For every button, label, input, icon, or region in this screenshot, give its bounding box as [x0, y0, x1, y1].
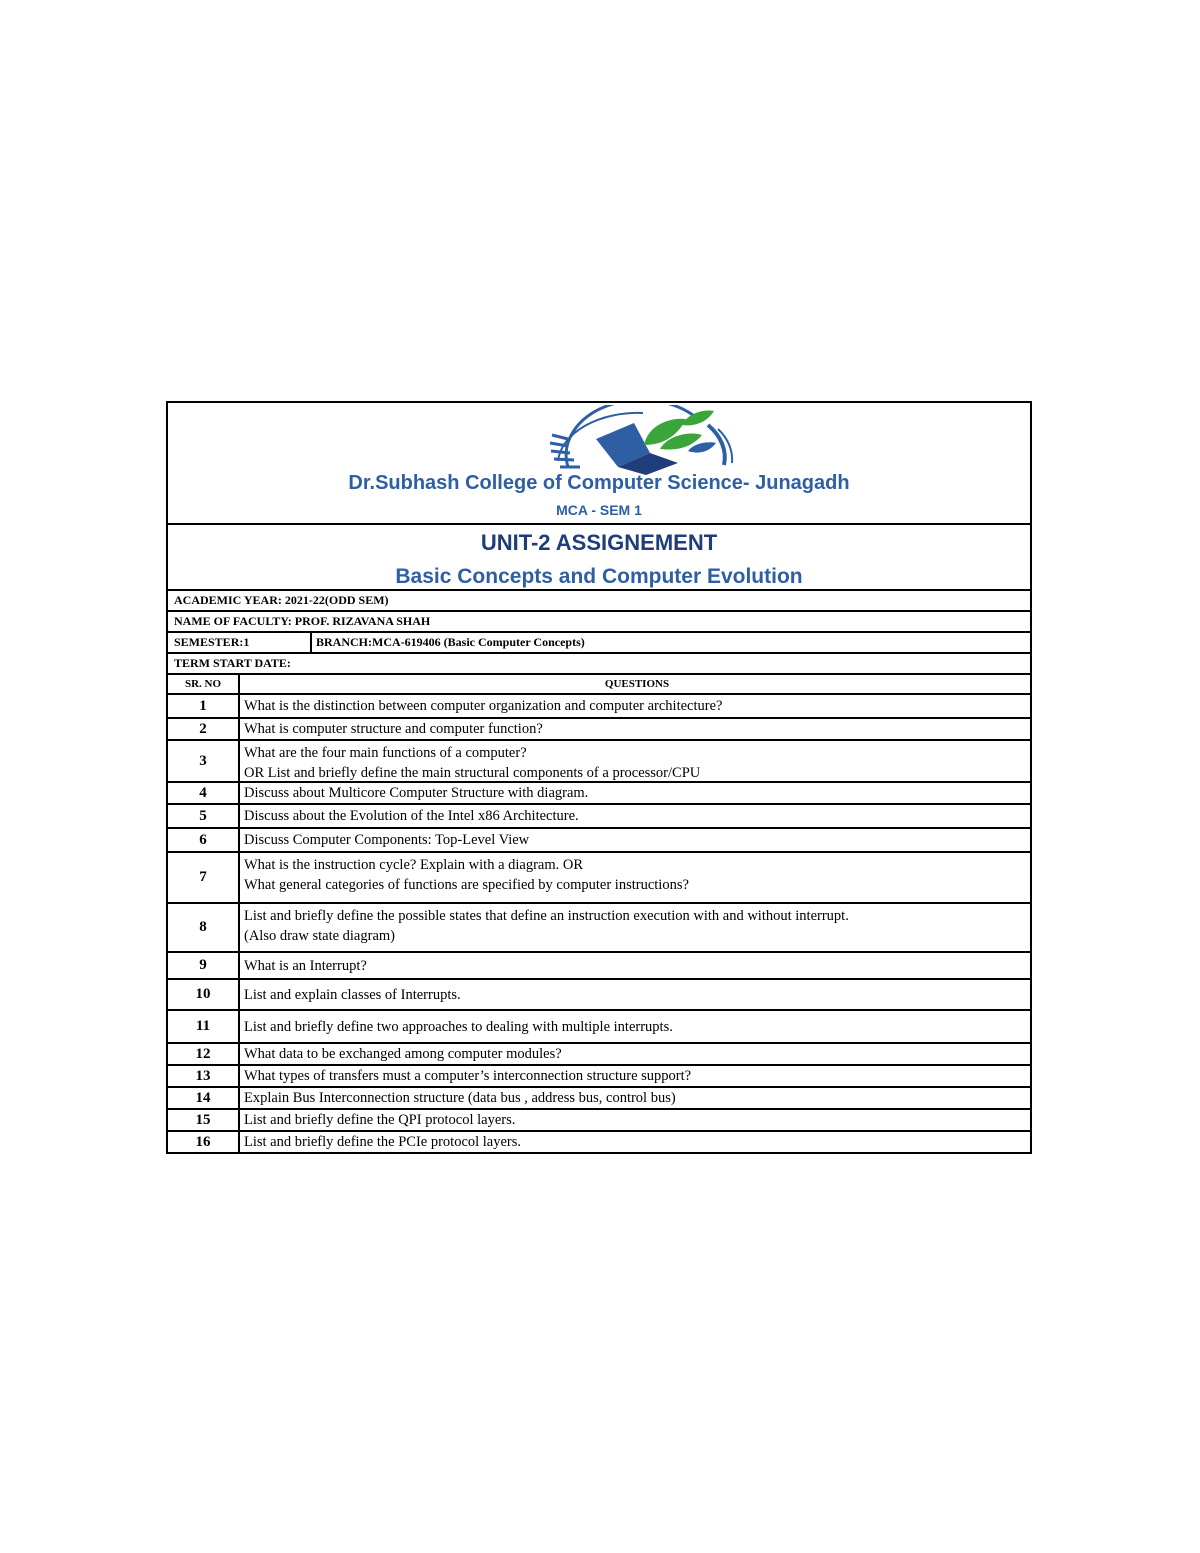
question-text	[240, 695, 1030, 717]
assignment-sheet	[166, 401, 1032, 1154]
question-number: 16	[168, 1132, 240, 1152]
table-row	[168, 695, 1030, 719]
question-text	[240, 853, 1030, 902]
questions-header: QUESTIONS	[604, 678, 670, 690]
question-number: 5	[168, 805, 240, 827]
unit-title: UNIT-2 ASSIGNEMENT	[480, 530, 718, 555]
header-block	[168, 403, 1030, 525]
table-row	[168, 805, 1030, 829]
question-number: 6	[168, 829, 240, 851]
question-line: What types of transfers must a computer’s interconnection structure support?	[244, 1068, 692, 1084]
table-row	[168, 1132, 1030, 1152]
question-number: 9	[168, 953, 240, 978]
table-header	[168, 675, 1030, 695]
semester: SEMESTER:1	[174, 635, 250, 649]
question-line: List and briefly define two approaches to dealing with multiple interrupts.	[244, 1018, 673, 1035]
course-label: MCA - SEM 1	[556, 502, 642, 518]
question-number: 8	[168, 904, 240, 951]
question-number: 11	[168, 1011, 240, 1042]
question-text	[240, 1066, 1030, 1086]
question-text	[240, 980, 1030, 1009]
title-block	[168, 525, 1030, 591]
table-row	[168, 1110, 1030, 1132]
question-list	[168, 695, 1030, 1152]
term-start-date: TERM START DATE:	[174, 656, 291, 670]
question-text	[240, 829, 1030, 851]
question-number: 4	[168, 783, 240, 803]
question-line: What data to be exchanged among computer modules?	[244, 1046, 562, 1062]
table-row	[168, 1011, 1030, 1044]
question-text	[240, 1132, 1030, 1152]
question-number: 3	[168, 741, 240, 781]
table-row	[168, 980, 1030, 1011]
question-number: 14	[168, 1088, 240, 1108]
question-line: What is an Interrupt?	[244, 957, 367, 974]
faculty-name: NAME OF FACULTY: PROF. RIZAVANA SHAH	[174, 614, 431, 628]
question-text	[240, 1011, 1030, 1042]
question-text	[240, 719, 1030, 739]
question-text	[240, 1110, 1030, 1130]
question-line: What is computer structure and computer function?	[244, 721, 543, 737]
table-row	[168, 1088, 1030, 1110]
question-text	[240, 741, 1030, 781]
question-line: What is the instruction cycle? Explain with a diagram. OR	[244, 857, 584, 873]
college-logo-icon	[548, 405, 734, 477]
question-number: 1	[168, 695, 240, 717]
question-line: OR List and briefly define the main structural components of a processor/CPU	[244, 765, 701, 781]
academic-year-row	[168, 591, 1030, 612]
table-row	[168, 1066, 1030, 1088]
question-text	[240, 953, 1030, 978]
question-number: 7	[168, 853, 240, 902]
question-number: 12	[168, 1044, 240, 1064]
question-line: List and explain classes of Interrupts.	[244, 986, 461, 1003]
question-number: 2	[168, 719, 240, 739]
table-row	[168, 904, 1030, 953]
semester-row	[168, 633, 1030, 654]
branch: BRANCH:MCA-619406 (Basic Computer Concepts)	[310, 633, 585, 652]
question-line: Discuss Computer Components: Top-Level View	[244, 832, 530, 848]
question-line: What are the four main functions of a computer?	[244, 745, 527, 761]
question-line: What is the distinction between computer organization and computer architecture?	[244, 698, 723, 714]
sr-no-header: SR. NO	[168, 675, 240, 693]
table-row	[168, 719, 1030, 741]
academic-year: ACADEMIC YEAR: 2021-22(ODD SEM)	[174, 593, 389, 607]
question-number: 13	[168, 1066, 240, 1086]
faculty-row	[168, 612, 1030, 633]
table-row	[168, 953, 1030, 980]
question-line: List and briefly define the QPI protocol layers.	[244, 1112, 516, 1128]
question-text	[240, 904, 1030, 951]
question-line: Discuss about Multicore Computer Structure with diagram.	[244, 785, 589, 801]
question-line: List and briefly define the PCIe protocol layers.	[244, 1134, 522, 1150]
question-number: 15	[168, 1110, 240, 1130]
table-row	[168, 741, 1030, 783]
question-text	[240, 1088, 1030, 1108]
question-line: (Also draw state diagram)	[244, 928, 395, 944]
subject-title: Basic Concepts and Computer Evolution	[395, 565, 803, 588]
table-row	[168, 783, 1030, 805]
question-text	[240, 1044, 1030, 1064]
college-name: Dr.Subhash College of Computer Science- Junagadh	[348, 472, 850, 494]
question-text	[240, 805, 1030, 827]
question-line: What general categories of functions are specified by computer instructions?	[244, 877, 689, 893]
question-text	[240, 783, 1030, 803]
term-start-row	[168, 654, 1030, 675]
question-line: Discuss about the Evolution of the Intel x86 Architecture.	[244, 808, 579, 824]
table-row	[168, 829, 1030, 853]
question-line: List and briefly define the possible states that define an instruction execution with and without interrupt.	[244, 908, 849, 924]
question-line: Explain Bus Interconnection structure (data bus , address bus, control bus)	[244, 1090, 676, 1106]
question-number: 10	[168, 980, 240, 1009]
table-row	[168, 1044, 1030, 1066]
table-row	[168, 853, 1030, 904]
